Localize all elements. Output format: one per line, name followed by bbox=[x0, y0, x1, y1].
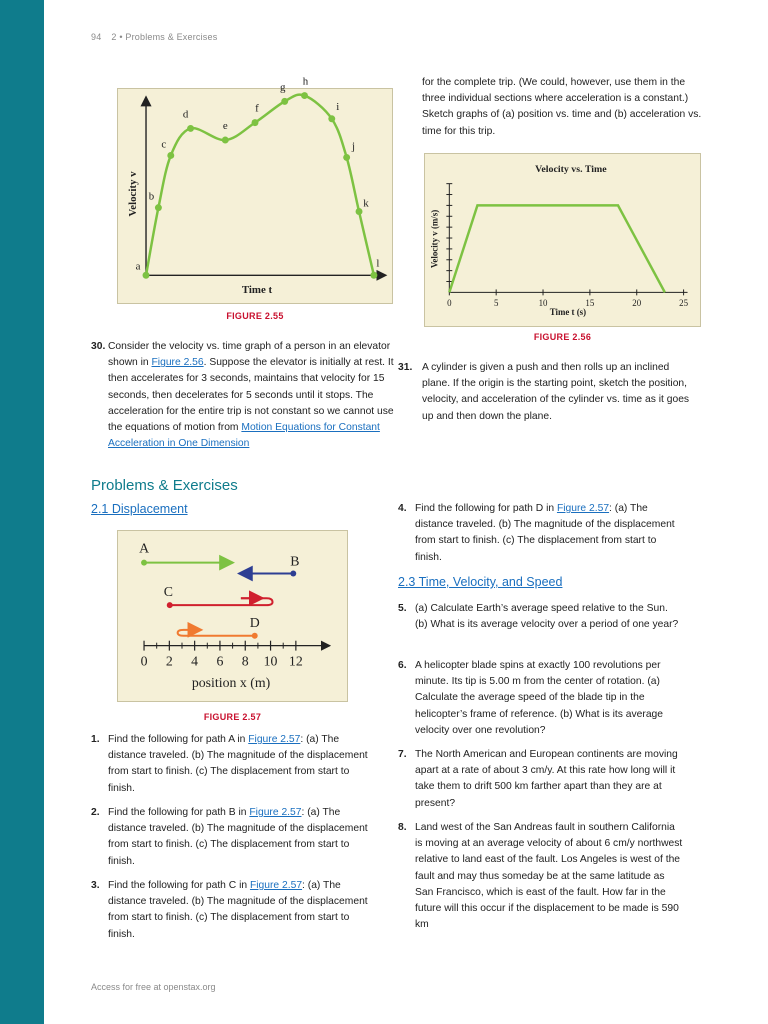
chart-title: Velocity vs. Time bbox=[535, 163, 607, 175]
point-label-d: d bbox=[182, 108, 189, 121]
link-figure-2-57[interactable]: Figure 2.57 bbox=[556, 503, 610, 514]
curve-point-c bbox=[167, 152, 174, 159]
point-label-h: h bbox=[302, 75, 309, 88]
x-tick-label: 25 bbox=[679, 298, 689, 309]
section-heading: Problems & Exercises bbox=[91, 477, 238, 494]
point-label-k: k bbox=[363, 197, 369, 210]
curve-point-k bbox=[356, 208, 363, 215]
point-label-f: f bbox=[255, 102, 259, 115]
exercise-31: 31. A cylinder is given a push and then rolls up an inclined plane. If the origin is the starting point, sketch the position, velocity, and acceleration of the cylinder vs. time as it goes up and then down the plane. bbox=[398, 362, 690, 422]
x-tick-label: 10 bbox=[538, 298, 548, 309]
axis-tick-label: 6 bbox=[216, 653, 224, 669]
problem-7: 7. The North American and European continents are moving apart at a rate of about 3 cm/y. At this rate how long will it take them to drift 500 km farther apart than they are at present? bbox=[398, 749, 678, 809]
page-number: 94 bbox=[91, 32, 102, 42]
page-header bbox=[91, 32, 227, 42]
problem-5: 5. (a) Calculate Earth’s average speed relative to the Sun. (b) What is its average velocity over a period of one year? bbox=[398, 603, 679, 631]
y-axis-label: Velocity v bbox=[127, 171, 140, 217]
path-a-label: A bbox=[139, 540, 150, 556]
axis-tick-label: 12 bbox=[288, 653, 303, 669]
problem-2: 2. Find the following for path B in Figure 2.57: (a) The distance traveled. (b) The magnitude of the displacement from start to finish. (c) The displacement from start to finish. bbox=[91, 807, 368, 867]
axis-tick-label: 0 bbox=[140, 653, 148, 669]
link-figure-2-57[interactable]: Figure 2.57 bbox=[249, 880, 303, 891]
point-label-e: e bbox=[222, 120, 228, 133]
curve-point-f bbox=[252, 119, 259, 126]
figure-2-57-caption: FIGURE 2.57 bbox=[203, 712, 262, 722]
subsection-2-1-heading[interactable]: 2.1 Displacement bbox=[91, 502, 188, 516]
figure-2-55-graph bbox=[118, 75, 392, 303]
exercise-30-continued: for the complete trip. (We could, however, use them in the three individual sections where acceleration is a constant.) Sketch graphs of (a) position vs. time and (b) acceleration vs. time for this trip. bbox=[422, 77, 702, 137]
figure-2-57 bbox=[117, 530, 348, 702]
link-figure-2-57[interactable]: Figure 2.57 bbox=[249, 807, 302, 818]
point-label-a: a bbox=[135, 260, 141, 273]
velocity-line bbox=[449, 205, 665, 292]
subsection-2-3-heading[interactable]: 2.3 Time, Velocity, and Speed bbox=[398, 575, 563, 589]
link-figure-2-57[interactable]: Figure 2.57 bbox=[248, 734, 301, 745]
curve-point-j bbox=[343, 154, 350, 161]
problem-8: 8. Land west of the San Andreas fault in southern California is moving at an average velocity of about 6 cm/y northwest relative to land east of the fault. Los Angeles is west of the fault and may thus someday be at the same latitude as San Francisco, which is east of the fault. How far in the future will this occur if the displacement to be made is 590 km bbox=[398, 822, 683, 931]
link-motion-equations[interactable]: Motion Equations for Constant Acceleration in One Dimension bbox=[108, 422, 380, 450]
figure-2-56-graph bbox=[425, 154, 700, 326]
axis-tick-label: 8 bbox=[241, 653, 249, 669]
x-axis-label: Time t (s) bbox=[549, 307, 587, 318]
position-axis-label: position x (m) bbox=[191, 675, 271, 691]
curve-point-a bbox=[143, 272, 150, 279]
point-label-j: j bbox=[352, 140, 356, 153]
point-label-c: c bbox=[161, 138, 167, 151]
figure-2-56 bbox=[424, 153, 701, 327]
path-a-start bbox=[141, 560, 147, 566]
x-tick-label: 5 bbox=[493, 298, 499, 309]
x-axis-label: Time t bbox=[241, 284, 273, 297]
curve-point-l bbox=[370, 272, 377, 279]
figure-2-57-graph bbox=[118, 531, 347, 701]
page-footer: Access for free at openstax.org bbox=[91, 982, 216, 992]
link-figure-2-56[interactable]: Figure 2.56 bbox=[151, 357, 204, 369]
axis-tick-label: 4 bbox=[191, 653, 199, 669]
x-tick-label: 20 bbox=[632, 298, 642, 309]
figure-2-55-caption: FIGURE 2.55 bbox=[226, 311, 284, 321]
velocity-curve bbox=[146, 95, 374, 276]
curve-point-b bbox=[155, 204, 162, 211]
axis-tick-label: 2 bbox=[165, 653, 173, 669]
y-axis-label: Velocity v (m/s) bbox=[429, 209, 440, 269]
curve-point-h bbox=[301, 92, 308, 99]
problem-4: 4. Find the following for path D in Figure 2.57: (a) The distance traveled. (b) The magnitude of the displacement from start to finish. (c) The displacement from start to finish. bbox=[398, 503, 675, 563]
exercise-number: 31. bbox=[398, 362, 413, 373]
path-b-label: B bbox=[290, 553, 300, 569]
point-label-l: l bbox=[376, 257, 380, 270]
point-label-g: g bbox=[280, 81, 286, 94]
problem-1: 1. Find the following for path A in Figure 2.57: (a) The distance traveled. (b) The magnitude of the displacement from start to finish. (c) The displacement from start to finish. bbox=[91, 734, 368, 794]
point-label-b: b bbox=[148, 190, 155, 203]
figure-2-55 bbox=[117, 75, 393, 304]
chapter-title: 2 • Problems & Exercises bbox=[111, 32, 218, 42]
curve-point-g bbox=[281, 98, 288, 105]
problem-6: 6. A helicopter blade spins at exactly 100 revolutions per minute. Its tip is 5.00 m from the center of rotation. (a) Calculate the average speed of the blade tip in the helicopter’s frame of reference. (b) What is its average velocity over one revolution? bbox=[398, 660, 663, 736]
path-d-arrow bbox=[178, 630, 255, 636]
point-label-i: i bbox=[336, 100, 340, 113]
x-tick-label: 15 bbox=[585, 298, 595, 309]
curve-point-d bbox=[187, 125, 194, 132]
sidebar-color-bar bbox=[0, 0, 44, 1024]
x-tick-label: 0 bbox=[447, 298, 452, 309]
path-b-start bbox=[290, 571, 296, 577]
curve-point-e bbox=[222, 137, 229, 144]
problem-3: 3. Find the following for path C in Figure 2.57: (a) The distance traveled. (b) The magnitude of the displacement from start to finish. (c) The displacement from start to finish. bbox=[91, 880, 368, 940]
exercise-30: 30. Consider the velocity vs. time graph of a person in an elevator shown in Figure 2.56. Suppose the elevator is initially at rest. It then accelerates for 3 seconds, maintains that velocity for 15 seconds, then decelerates for 5 seconds until it stops. The acceleration for the entire trip is not constant so we cannot use the equations of motion from Motion Equations for Constant Acceleration in One Dimension bbox=[91, 341, 394, 450]
path-c-arrow bbox=[170, 598, 273, 605]
curve-point-i bbox=[328, 115, 335, 122]
path-c-label: C bbox=[163, 584, 174, 600]
figure-2-56-caption: FIGURE 2.56 bbox=[533, 332, 592, 342]
path-d-label: D bbox=[249, 614, 260, 630]
exercise-number: 30. bbox=[91, 341, 106, 352]
path-d-start bbox=[252, 633, 258, 639]
path-c-start bbox=[167, 602, 173, 608]
axis-tick-label: 10 bbox=[263, 653, 278, 669]
